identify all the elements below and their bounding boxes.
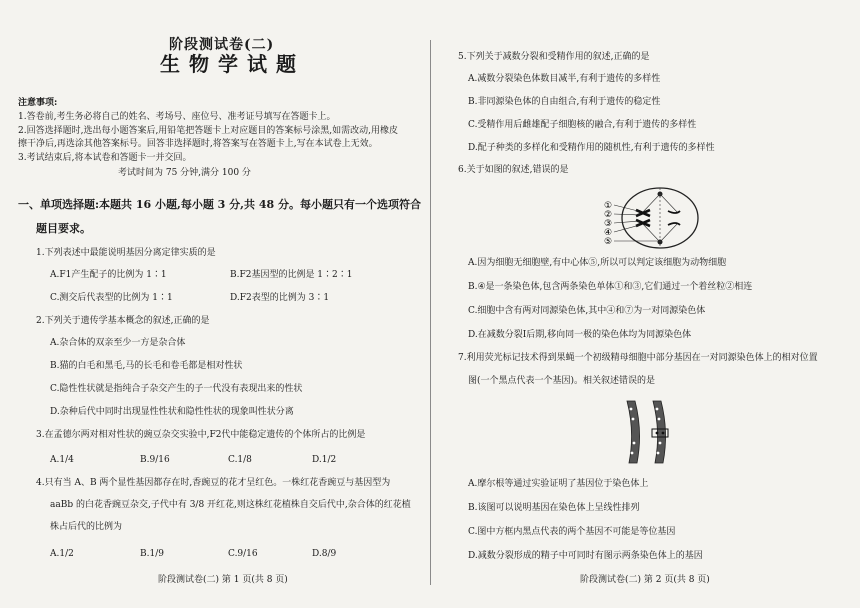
- label-5: ⑤: [604, 237, 613, 247]
- q2-option-a: A.杂合体的双亲至少一方是杂合体: [50, 338, 186, 348]
- label-1: ①: [604, 201, 613, 211]
- q4-option-c: C.9/16: [228, 549, 258, 559]
- exam-info: 考试时间为 75 分钟,满分 100 分: [118, 168, 251, 178]
- q1-stem: 1.下列表述中最能说明基因分离定律实质的是: [36, 248, 216, 258]
- q2-option-b: B.猫的白毛和黑毛,马的长毛和卷毛都是相对性状: [50, 361, 243, 371]
- cell-division-figure: [602, 183, 712, 253]
- q2-stem: 2.下列关于遗传学基本概念的叙述,正确的是: [36, 316, 210, 326]
- notice-line: 3.考试结束后,将本试卷和答题卡一并交回。: [18, 153, 192, 163]
- q3-option-d: D.1/2: [312, 455, 337, 465]
- q1-option-c: C.测交后代表型的比例为 1∶1: [50, 293, 173, 303]
- q4-option-a: A.1/2: [50, 549, 74, 559]
- q6-option-d: D.在减数分裂Ⅰ后期,移向同一极的染色体均为同源染色体: [468, 330, 692, 340]
- q6-option-b: B.④是一条染色体,包含两条染色单体①和③,它们通过一个着丝粒②相连: [468, 282, 753, 292]
- q7-stem-cont: 图(一个黑点代表一个基因)。相关叙述错误的是: [468, 376, 656, 386]
- q4-stem-cont: 株占后代的比例为: [50, 522, 123, 532]
- q6-stem: 6.关于如图的叙述,错误的是: [458, 165, 569, 175]
- q4-option-d: D.8/9: [312, 549, 337, 559]
- q3-option-b: B.9/16: [140, 455, 170, 465]
- label-2: ②: [604, 210, 613, 220]
- page-footer: 阶段测试卷(二) 第 2 页(共 8 页): [580, 575, 710, 585]
- subject-title: 生物学试题: [160, 52, 305, 76]
- q5-option-b: B.非同源染色体的自由组合,有利于遗传的稳定性: [468, 97, 661, 107]
- q4-stem-cont: aaBb 的白花香豌豆杂交,子代中有 3/8 开红花,则这株红花植株自交后代中,杂合体的红花植: [50, 500, 411, 510]
- notice-line: 擦干净后,再选涂其他答案标号。回答非选择题时,将答案写在答题卡上,写在本试卷上无效。: [18, 139, 378, 149]
- q7-stem: 7.利用荧光标记技术得到果蝇一个初级精母细胞中部分基因在一对同源染色体上的相对位置: [458, 353, 818, 363]
- page-footer: 阶段测试卷(二) 第 1 页(共 8 页): [158, 575, 288, 585]
- exam-title: 阶段测试卷(二): [169, 37, 275, 53]
- q5-option-c: C.受精作用后雌雄配子细胞核的融合,有利于遗传的多样性: [468, 120, 697, 130]
- notice-line: 1.答卷前,考生务必将自己的姓名、考场号、座位号、准考证号填写在答题卡上。: [18, 112, 336, 122]
- q2-option-d: D.杂种后代中同时出现显性性状和隐性性状的现象叫性状分离: [50, 407, 294, 417]
- chromosome-figure: [617, 397, 677, 467]
- q7-option-a: A.摩尔根等通过实验证明了基因位于染色体上: [468, 479, 649, 489]
- q1-option-d: D.F2表型的比例为 3∶1: [230, 293, 330, 303]
- q5-option-d: D.配子种类的多样化和受精作用的随机性,有利于遗传的多样性: [468, 143, 715, 153]
- q5-option-a: A.减数分裂染色体数目减半,有利于遗传的多样性: [468, 74, 661, 84]
- q1-option-a: A.F1产生配子的比例为 1∶1: [50, 270, 167, 280]
- q3-option-a: A.1/4: [50, 455, 74, 465]
- q7-option-d: D.减数分裂形成的精子中可同时有图示两条染色体上的基因: [468, 551, 703, 561]
- q4-stem: 4.只有当 A、B 两个显性基因都存在时,香豌豆的花才呈红色。一株红花香豌豆与基因型为: [36, 478, 391, 488]
- q6-option-a: A.因为细胞无细胞壁,有中心体⑤,所以可以判定该细胞为动物细胞: [468, 258, 727, 268]
- page-divider: [430, 40, 431, 585]
- q3-option-c: C.1/8: [228, 455, 252, 465]
- notice-heading: 注意事项:: [18, 98, 58, 108]
- notice-line: 2.回答选择题时,选出每小题答案后,用铅笔把答题卡上对应题目的答案标号涂黑,如需改动,用橡皮: [18, 126, 399, 136]
- q5-stem: 5.下列关于减数分裂和受精作用的叙述,正确的是: [458, 52, 650, 62]
- q6-option-c: C.细胞中含有两对同源染色体,其中④和⑦为一对同源染色体: [468, 306, 706, 316]
- q7-option-c: C.图中方框内黑点代表的两个基因不可能是等位基因: [468, 527, 676, 537]
- label-4: ④: [604, 228, 613, 238]
- q4-option-b: B.1/9: [140, 549, 164, 559]
- q3-stem: 3.在孟德尔两对相对性状的豌豆杂交实验中,F2代中能稳定遗传的个体所占的比例是: [36, 430, 366, 440]
- label-3: ③: [604, 219, 613, 229]
- section-heading-cont: 题目要求。: [36, 222, 91, 235]
- section-heading: 一、单项选择题:本题共 16 小题,每小题 3 分,共 48 分。每小题只有一个选项符合: [18, 198, 421, 211]
- q7-option-b: B.该图可以说明基因在染色体上呈线性排列: [468, 503, 640, 513]
- q1-option-b: B.F2基因型的比例是 1∶2∶1: [230, 270, 353, 280]
- q2-option-c: C.隐性性状就是指纯合子杂交产生的子一代没有表现出来的性状: [50, 384, 303, 394]
